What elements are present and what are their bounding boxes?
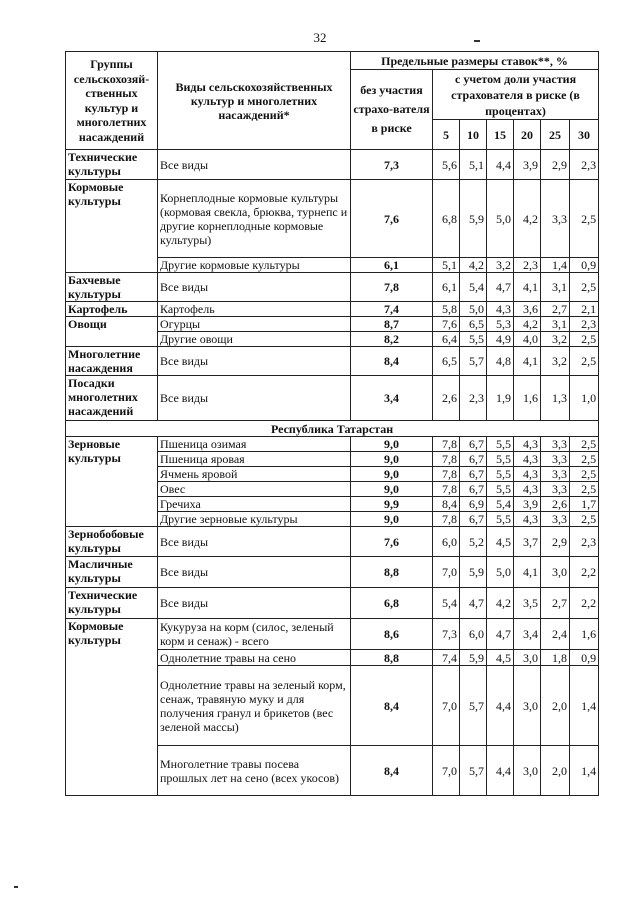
share-rate-10: 6,7 xyxy=(460,512,487,527)
share-rate-10: 6,7 xyxy=(460,437,487,452)
share-rate-15: 5,5 xyxy=(487,512,514,527)
share-rate-5: 7,0 xyxy=(433,666,460,746)
share-rate-10: 4,7 xyxy=(460,588,487,619)
share-rate-15: 3,2 xyxy=(487,258,514,273)
share-rate-10: 5,7 xyxy=(460,666,487,746)
share-rate-25: 3,0 xyxy=(541,557,570,588)
share-rate-5: 7,0 xyxy=(433,557,460,588)
share-rate-30: 2,1 xyxy=(570,302,599,317)
base-rate: 8,4 xyxy=(351,347,433,376)
share-rate-10: 6,9 xyxy=(460,497,487,512)
share-rate-10: 6,5 xyxy=(460,317,487,332)
rate-table xyxy=(65,51,599,796)
share-rate-5: 7,3 xyxy=(433,619,460,650)
share-rate-15: 5,4 xyxy=(487,497,514,512)
share-rate-15: 5,0 xyxy=(487,180,514,258)
group-name: Технические культуры xyxy=(66,150,158,180)
share-rate-30: 1,0 xyxy=(570,376,599,421)
share-rate-10: 6,0 xyxy=(460,619,487,650)
share-rate-15: 1,9 xyxy=(487,376,514,421)
share-rate-5: 6,4 xyxy=(433,332,460,347)
share-rate-25: 3,3 xyxy=(541,467,570,482)
share-rate-15: 5,5 xyxy=(487,467,514,482)
base-rate: 6,1 xyxy=(351,258,433,273)
share-rate-10: 5,9 xyxy=(460,180,487,258)
share-rate-20: 4,1 xyxy=(514,557,541,588)
share-rate-10: 5,5 xyxy=(460,332,487,347)
table-row xyxy=(66,302,599,317)
share-rate-15: 4,2 xyxy=(487,588,514,619)
share-rate-30: 2,5 xyxy=(570,452,599,467)
share-rate-20: 4,1 xyxy=(514,347,541,376)
header-group: Группы сельскохозяй-ственных культур и многолетних насаждений xyxy=(66,52,158,150)
base-rate: 9,0 xyxy=(351,467,433,482)
share-rate-5: 7,4 xyxy=(433,650,460,666)
table-row xyxy=(66,273,599,302)
share-rate-10: 5,7 xyxy=(460,347,487,376)
share-rate-30: 2,2 xyxy=(570,557,599,588)
scan-speck xyxy=(14,886,18,888)
base-rate: 8,8 xyxy=(351,650,433,666)
culture-kind: Другие зерновые культуры xyxy=(158,512,351,527)
base-rate: 7,3 xyxy=(351,150,433,180)
share-rate-20: 4,3 xyxy=(514,512,541,527)
base-rate: 7,6 xyxy=(351,527,433,557)
share-rate-30: 0,9 xyxy=(570,650,599,666)
share-rate-15: 4,4 xyxy=(487,666,514,746)
header-share: с учетом доли участия страхователя в риске (в процентах) xyxy=(433,70,599,120)
header-share-30: 30 xyxy=(570,120,599,150)
region-title: Республика Татарстан xyxy=(66,421,599,437)
share-rate-5: 7,8 xyxy=(433,452,460,467)
share-rate-25: 2,4 xyxy=(541,619,570,650)
share-rate-20: 4,3 xyxy=(514,452,541,467)
share-rate-15: 5,0 xyxy=(487,557,514,588)
share-rate-30: 2,5 xyxy=(570,482,599,497)
share-rate-15: 4,3 xyxy=(487,302,514,317)
share-rate-30: 2,5 xyxy=(570,273,599,302)
share-rate-20: 3,6 xyxy=(514,302,541,317)
group-name: Картофель xyxy=(66,302,158,317)
share-rate-10: 5,7 xyxy=(460,746,487,796)
group-name: Многолетние насаждения xyxy=(66,347,158,376)
base-rate: 9,9 xyxy=(351,497,433,512)
share-rate-15: 4,5 xyxy=(487,650,514,666)
header-share-15: 15 xyxy=(487,120,514,150)
share-rate-15: 5,3 xyxy=(487,317,514,332)
share-rate-15: 4,7 xyxy=(487,273,514,302)
culture-kind: Пшеница яровая xyxy=(158,452,351,467)
culture-kind: Все виды xyxy=(158,588,351,619)
share-rate-15: 5,5 xyxy=(487,437,514,452)
table-row xyxy=(66,376,599,421)
share-rate-20: 3,0 xyxy=(514,650,541,666)
share-rate-5: 5,8 xyxy=(433,302,460,317)
culture-kind: Другие кормовые культуры xyxy=(158,258,351,273)
share-rate-5: 6,1 xyxy=(433,273,460,302)
share-rate-25: 2,7 xyxy=(541,302,570,317)
share-rate-20: 1,6 xyxy=(514,376,541,421)
share-rate-5: 7,0 xyxy=(433,746,460,796)
share-rate-25: 2,6 xyxy=(541,497,570,512)
share-rate-5: 6,8 xyxy=(433,180,460,258)
base-rate: 8,2 xyxy=(351,332,433,347)
share-rate-25: 1,3 xyxy=(541,376,570,421)
base-rate: 7,8 xyxy=(351,273,433,302)
share-rate-20: 4,2 xyxy=(514,180,541,258)
share-rate-10: 5,0 xyxy=(460,302,487,317)
share-rate-25: 2,7 xyxy=(541,588,570,619)
share-rate-20: 3,9 xyxy=(514,497,541,512)
base-rate: 8,6 xyxy=(351,619,433,650)
culture-kind: Многолетние травы посева прошлых лет на сено (всех укосов) xyxy=(158,746,351,796)
share-rate-15: 4,4 xyxy=(487,746,514,796)
share-rate-15: 5,5 xyxy=(487,452,514,467)
header-share-5: 5 xyxy=(433,120,460,150)
table-row xyxy=(66,437,599,452)
page-number: 32 xyxy=(313,30,327,45)
share-rate-25: 2,0 xyxy=(541,666,570,746)
group-name: Масличные культуры xyxy=(66,557,158,588)
share-rate-20: 4,2 xyxy=(514,317,541,332)
base-rate: 7,4 xyxy=(351,302,433,317)
share-rate-30: 0,9 xyxy=(570,258,599,273)
base-rate: 8,8 xyxy=(351,557,433,588)
base-rate: 8,4 xyxy=(351,666,433,746)
group-name: Зернобобовые культуры xyxy=(66,527,158,557)
group-name: Зерновые культуры xyxy=(66,437,158,527)
share-rate-20: 3,9 xyxy=(514,150,541,180)
share-rate-5: 7,6 xyxy=(433,317,460,332)
share-rate-30: 1,4 xyxy=(570,746,599,796)
culture-kind: Огурцы xyxy=(158,317,351,332)
share-rate-25: 3,2 xyxy=(541,332,570,347)
share-rate-25: 3,3 xyxy=(541,180,570,258)
share-rate-5: 6,5 xyxy=(433,347,460,376)
table-row xyxy=(66,619,599,650)
share-rate-30: 2,5 xyxy=(570,347,599,376)
culture-kind: Однолетние травы на зеленый корм, сенаж, травяную муку и для получения гранул и брикетов (вес зеленой массы) xyxy=(158,666,351,746)
share-rate-20: 2,3 xyxy=(514,258,541,273)
share-rate-5: 5,4 xyxy=(433,588,460,619)
culture-kind: Все виды xyxy=(158,347,351,376)
share-rate-5: 8,4 xyxy=(433,497,460,512)
share-rate-10: 6,7 xyxy=(460,482,487,497)
table-row xyxy=(66,150,599,180)
share-rate-30: 2,5 xyxy=(570,467,599,482)
share-rate-30: 1,6 xyxy=(570,619,599,650)
base-rate: 6,8 xyxy=(351,588,433,619)
share-rate-25: 3,3 xyxy=(541,452,570,467)
share-rate-5: 7,8 xyxy=(433,467,460,482)
share-rate-20: 3,4 xyxy=(514,619,541,650)
table-row xyxy=(66,588,599,619)
share-rate-5: 7,8 xyxy=(433,512,460,527)
header-share-25: 25 xyxy=(541,120,570,150)
share-rate-25: 2,0 xyxy=(541,746,570,796)
share-rate-25: 3,3 xyxy=(541,512,570,527)
header-kind: Виды сельскохозяйственных культур и многолетних насаждений* xyxy=(158,52,351,150)
culture-kind: Корнеплодные кормовые культуры (кормовая свекла, брюква, турнепс и другие корнеплодные кормовые культуры) xyxy=(158,180,351,258)
culture-kind: Овес xyxy=(158,482,351,497)
share-rate-5: 7,8 xyxy=(433,437,460,452)
scan-speck xyxy=(474,40,480,42)
share-rate-20: 4,3 xyxy=(514,482,541,497)
share-rate-20: 3,0 xyxy=(514,666,541,746)
share-rate-25: 2,9 xyxy=(541,150,570,180)
share-rate-25: 2,9 xyxy=(541,527,570,557)
share-rate-10: 5,9 xyxy=(460,650,487,666)
share-rate-10: 6,7 xyxy=(460,452,487,467)
culture-kind: Ячмень яровой xyxy=(158,467,351,482)
share-rate-20: 3,5 xyxy=(514,588,541,619)
culture-kind: Гречиха xyxy=(158,497,351,512)
share-rate-30: 2,5 xyxy=(570,512,599,527)
share-rate-25: 1,8 xyxy=(541,650,570,666)
share-rate-15: 4,7 xyxy=(487,619,514,650)
header-share-10: 10 xyxy=(460,120,487,150)
base-rate: 8,7 xyxy=(351,317,433,332)
share-rate-30: 2,3 xyxy=(570,150,599,180)
share-rate-30: 2,5 xyxy=(570,180,599,258)
culture-kind: Все виды xyxy=(158,527,351,557)
base-rate: 9,0 xyxy=(351,437,433,452)
share-rate-10: 5,9 xyxy=(460,557,487,588)
share-rate-30: 2,3 xyxy=(570,527,599,557)
share-rate-10: 2,3 xyxy=(460,376,487,421)
base-rate: 9,0 xyxy=(351,482,433,497)
share-rate-5: 5,6 xyxy=(433,150,460,180)
share-rate-30: 2,3 xyxy=(570,317,599,332)
header-share-20: 20 xyxy=(514,120,541,150)
share-rate-5: 5,1 xyxy=(433,258,460,273)
region-row xyxy=(66,421,599,437)
header-base: без участия страхо-вателя в риске xyxy=(351,70,433,150)
culture-kind: Все виды xyxy=(158,557,351,588)
share-rate-15: 4,8 xyxy=(487,347,514,376)
share-rate-10: 5,1 xyxy=(460,150,487,180)
share-rate-20: 4,3 xyxy=(514,437,541,452)
share-rate-15: 5,5 xyxy=(487,482,514,497)
share-rate-25: 3,3 xyxy=(541,437,570,452)
share-rate-10: 5,4 xyxy=(460,273,487,302)
share-rate-20: 3,0 xyxy=(514,746,541,796)
share-rate-20: 4,1 xyxy=(514,273,541,302)
share-rate-25: 3,2 xyxy=(541,347,570,376)
group-name: Технические культуры xyxy=(66,588,158,619)
share-rate-15: 4,9 xyxy=(487,332,514,347)
base-rate: 3,4 xyxy=(351,376,433,421)
culture-kind: Другие овощи xyxy=(158,332,351,347)
share-rate-5: 7,8 xyxy=(433,482,460,497)
share-rate-5: 2,6 xyxy=(433,376,460,421)
share-rate-10: 4,2 xyxy=(460,258,487,273)
group-name: Бахчевые культуры xyxy=(66,273,158,302)
group-name: Посадки многолетних насаждений xyxy=(66,376,158,421)
table-row xyxy=(66,317,599,332)
share-rate-30: 1,7 xyxy=(570,497,599,512)
base-rate: 9,0 xyxy=(351,512,433,527)
group-name: Кормовые культуры xyxy=(66,619,158,796)
share-rate-30: 2,2 xyxy=(570,588,599,619)
culture-kind: Кукуруза на корм (силос, зеленый корм и сенаж) - всего xyxy=(158,619,351,650)
share-rate-15: 4,4 xyxy=(487,150,514,180)
base-rate: 7,6 xyxy=(351,180,433,258)
culture-kind: Однолетние травы на сено xyxy=(158,650,351,666)
share-rate-30: 1,4 xyxy=(570,666,599,746)
share-rate-25: 3,1 xyxy=(541,317,570,332)
group-name: Овощи xyxy=(66,317,158,347)
share-rate-25: 1,4 xyxy=(541,258,570,273)
header-limits: Предельные размеры ставок**, % xyxy=(351,52,599,70)
culture-kind: Все виды xyxy=(158,376,351,421)
table-row xyxy=(66,527,599,557)
base-rate: 8,4 xyxy=(351,746,433,796)
share-rate-10: 6,7 xyxy=(460,467,487,482)
share-rate-30: 2,5 xyxy=(570,437,599,452)
share-rate-10: 5,2 xyxy=(460,527,487,557)
culture-kind: Все виды xyxy=(158,150,351,180)
share-rate-20: 3,7 xyxy=(514,527,541,557)
share-rate-20: 4,3 xyxy=(514,467,541,482)
share-rate-25: 3,3 xyxy=(541,482,570,497)
share-rate-20: 4,0 xyxy=(514,332,541,347)
table-row xyxy=(66,180,599,258)
group-name: Кормовые культуры xyxy=(66,180,158,273)
share-rate-15: 4,5 xyxy=(487,527,514,557)
share-rate-5: 6,0 xyxy=(433,527,460,557)
table-row xyxy=(66,557,599,588)
share-rate-25: 3,1 xyxy=(541,273,570,302)
table-row xyxy=(66,347,599,376)
share-rate-30: 2,5 xyxy=(570,332,599,347)
culture-kind: Картофель xyxy=(158,302,351,317)
culture-kind: Пшеница озимая xyxy=(158,437,351,452)
base-rate: 9,0 xyxy=(351,452,433,467)
culture-kind: Все виды xyxy=(158,273,351,302)
